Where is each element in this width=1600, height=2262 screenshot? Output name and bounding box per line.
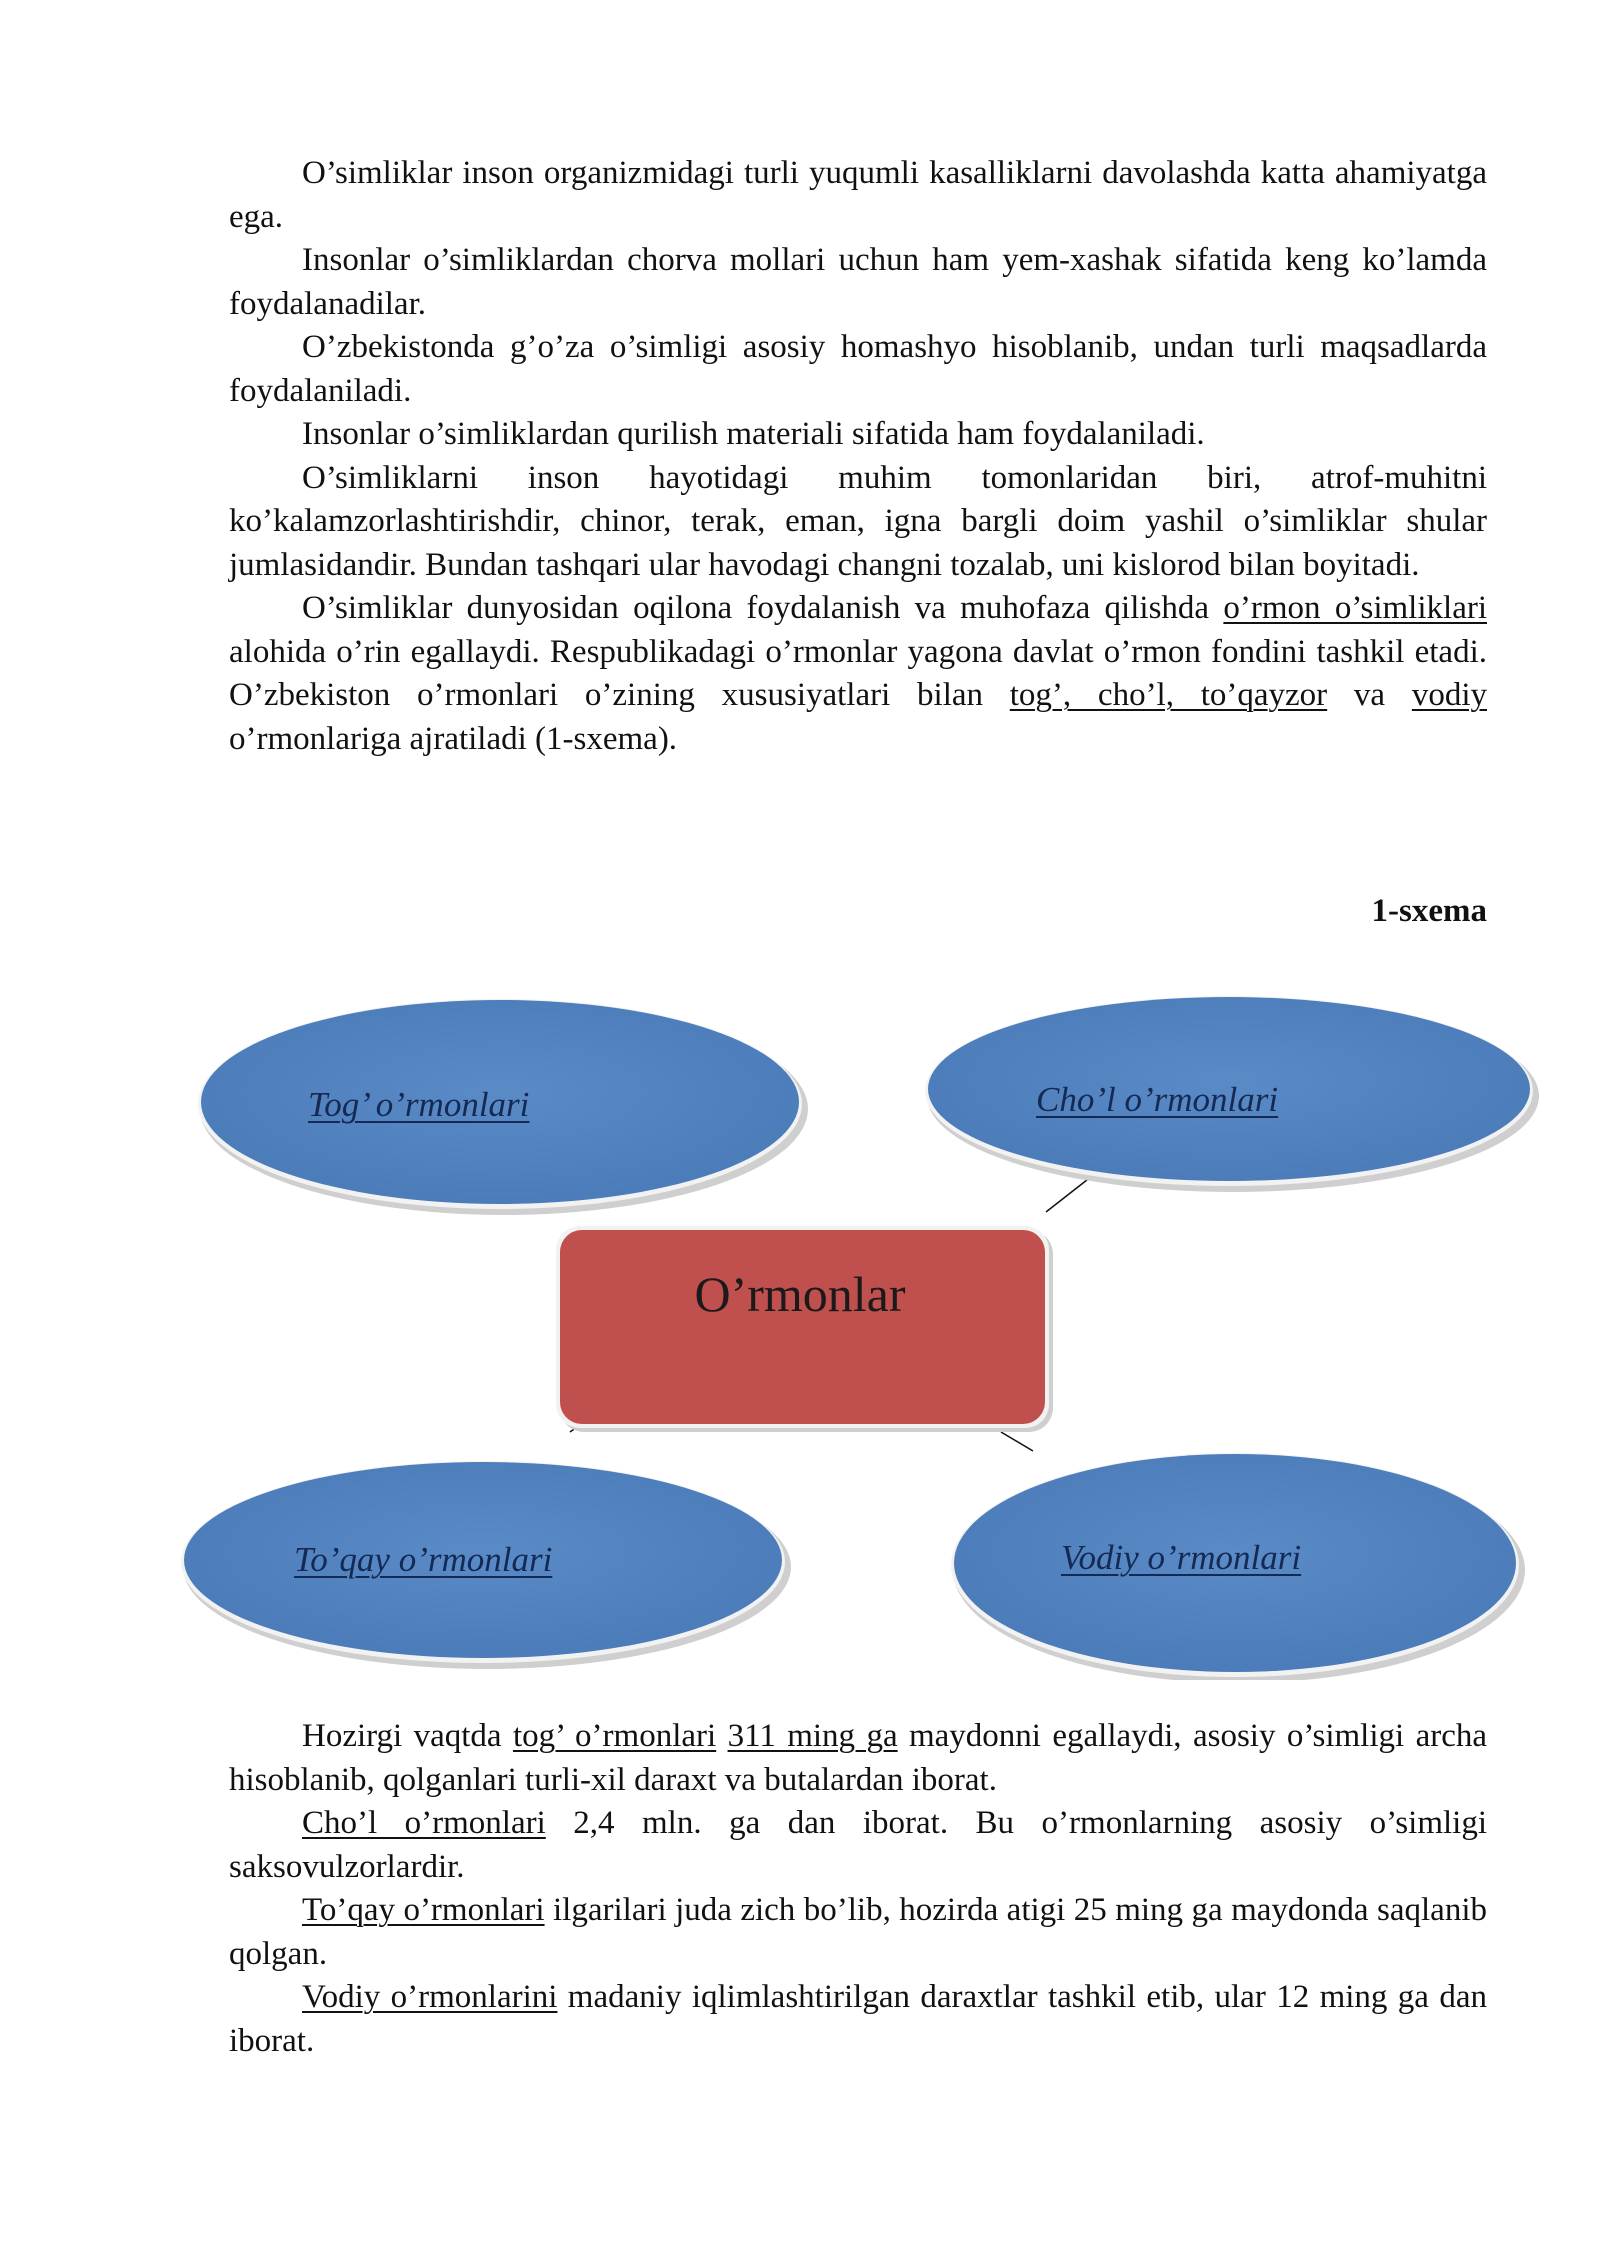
center-label: O’rmonlar <box>694 1266 906 1322</box>
diagram-shapes <box>0 980 1600 1680</box>
paragraph: O’simliklarni inson hayotidagi muhim tomonlaridan biri, atrof-muhitni ko’kalamzorlashtirishdir, chinor, terak, eman, igna bargli doim yashil o’simliklar shular jumlasidandir. Bundan tashqari ular havodagi changni tozalab, uni kislorod bilan boyitadi. <box>229 459 1487 583</box>
center-box <box>556 1226 1053 1432</box>
underlined-term: 311 ming ga <box>727 1718 898 1754</box>
text-run: alohida o’rin egallaydi. Respublikadagi o’rmonlar yagona davlat o’rmon fondini tashkil etadi. O’zbekiston o’rmonlari o’zining xususiyatlari bilan <box>229 633 1487 713</box>
underlined-term: o’rmon o’simliklari <box>1223 590 1487 626</box>
underlined-term: tog’, cho’l, to’qayzor <box>1009 677 1328 713</box>
paragraph: O’simliklar inson organizmidagi turli yuqumli kasalliklarni davolashda katta ahamiyatga ega. <box>229 155 1487 235</box>
text-run: madaniy iqlimlashtirilgan daraxtlar tashkil etib, ular 12 ming ga dan iborat. <box>229 1979 1487 2059</box>
node-label-top-right: Cho’l o’rmonlari <box>1036 1080 1279 1119</box>
paragraph <box>229 1889 1487 1976</box>
connector-line <box>1046 1176 1092 1212</box>
text-run: O’simliklar dunyosidan oqilona foydalanish va muhofaza qilishda <box>302 590 1224 626</box>
underlined-term: vodiy <box>1411 677 1487 713</box>
text-run: va <box>1327 677 1412 713</box>
scheme-label: 1-sxema <box>1371 893 1487 929</box>
underlined-term: To’qay o’rmonlari <box>302 1892 545 1928</box>
text-run: 2,4 mln. ga dan iborat. Bu o’rmonlarning asosiy o’simligi saksovulzorlardir. <box>229 1805 1487 1885</box>
paragraph: Insonlar o’simliklardan chorva mollari uchun ham yem-xashak sifatida keng ko’lamda foydalanadilar. <box>229 242 1487 322</box>
intro-text <box>229 152 1487 761</box>
forest-types-text <box>229 1715 1487 2063</box>
underlined-term: Cho’l o’rmonlari <box>302 1805 546 1841</box>
text-run: Hozirgi vaqtda <box>302 1718 513 1754</box>
underlined-term: Vodiy o’rmonlarini <box>302 1979 558 2015</box>
paragraph <box>229 1715 1487 1802</box>
forest-scheme-diagram <box>0 980 1600 1680</box>
paragraph <box>229 1976 1487 2063</box>
paragraph <box>229 1802 1487 1889</box>
text-run: o’rmonlariga ajratiladi (1-sxema). <box>229 720 678 757</box>
paragraph <box>229 587 1487 761</box>
node-label-bottom-left: To’qay o’rmonlari <box>294 1540 553 1579</box>
paragraph: Insonlar o’simliklardan qurilish materiali sifatida ham foydalaniladi. <box>302 416 1205 452</box>
paragraph: O’zbekistonda g’o’za o’simligi asosiy homashyo hisoblanib, undan turli maqsadlarda foydalaniladi. <box>229 329 1487 409</box>
node-label-top-left: Tog’ o’rmonlari <box>308 1085 530 1124</box>
underlined-term: tog’ o’rmonlari <box>512 1718 717 1754</box>
text-run <box>716 1718 727 1754</box>
text-run: maydonni egallaydi, asosiy o’simligi archa hisoblanib, qolganlari turli-xil daraxt va butalardan iborat. <box>229 1718 1488 1798</box>
text-run: ilgarilari juda zich bo’lib, hozirda atigi 25 ming ga maydonda saqlanib qolgan. <box>229 1892 1487 1972</box>
connector-line <box>1001 1432 1033 1451</box>
node-label-bottom-right: Vodiy o’rmonlari <box>1061 1538 1302 1577</box>
